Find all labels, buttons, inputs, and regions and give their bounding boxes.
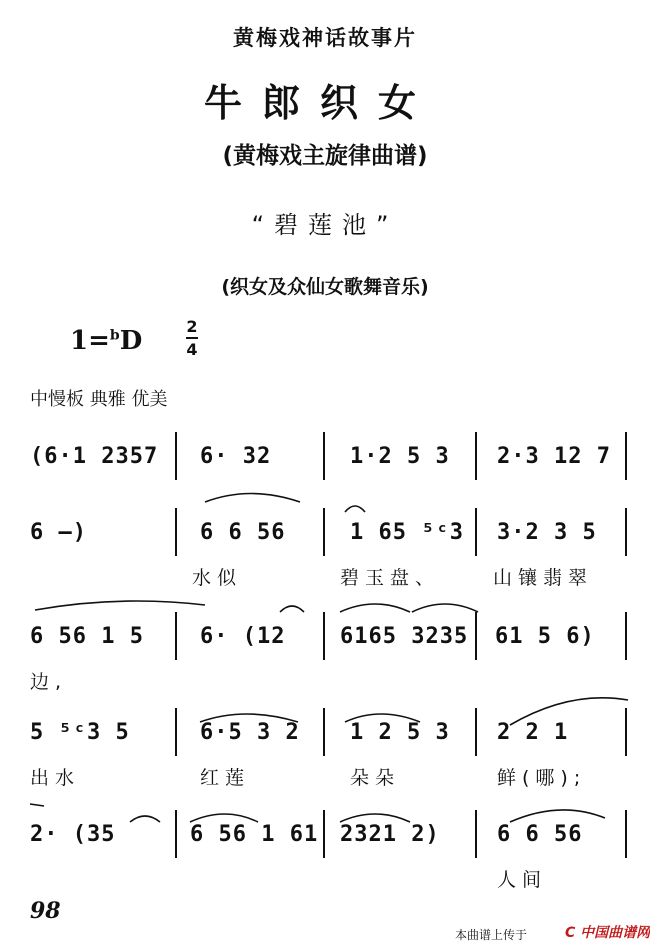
measure: 6 6 56 <box>200 520 286 545</box>
measure: 6 56 1 5 <box>30 624 144 649</box>
measure: 61 5 6) <box>495 624 595 649</box>
measure: 2 2 1 <box>497 720 569 745</box>
measure: 6· 32 <box>200 444 272 469</box>
lyric: 鲜(哪); <box>497 767 587 789</box>
upload-credit: 本曲谱上传于 <box>455 928 528 942</box>
measure: 2321 2) <box>340 822 440 847</box>
measure: 2·3 12 7 <box>497 444 611 469</box>
flat-sign: b <box>109 327 120 344</box>
logo-icon: C <box>565 925 576 941</box>
time-bottom: 4 <box>186 340 198 359</box>
key-prefix: 1= <box>70 326 110 356</box>
lyric: 人间 <box>497 869 548 891</box>
measure: 1·2 5 3 <box>350 444 450 469</box>
lyric: 出水 <box>30 767 81 789</box>
score-row-4 <box>25 708 635 803</box>
page-title: 牛郎织女 <box>203 81 437 125</box>
score-row-3 <box>25 612 635 707</box>
measure: 3·2 3 5 <box>497 520 597 545</box>
lyric: 山镶翡翠 <box>493 567 594 589</box>
lyric: 边, <box>30 671 68 693</box>
time-signature <box>186 318 198 358</box>
lyric: 水似 <box>192 567 243 589</box>
lyric: 碧玉盘、 <box>340 567 441 589</box>
measure: 6·5 3 2 <box>200 720 300 745</box>
score-row-5 <box>25 810 635 905</box>
measure: 5 ⁵ᶜ3 5 <box>30 720 130 745</box>
page-subtitle: (黄梅戏主旋律曲谱) <box>222 143 428 169</box>
measure: 1 2 5 3 <box>350 720 450 745</box>
film-series-title: 黄梅戏神话故事片 <box>233 26 417 50</box>
key-signature <box>70 326 142 356</box>
key-letter: D <box>119 326 143 356</box>
time-top: 2 <box>186 317 198 336</box>
piece-note: (织女及众仙女歌舞音乐) <box>221 276 429 298</box>
measure: 6165 3235 <box>340 624 469 649</box>
lyric: 红莲 <box>200 767 251 789</box>
measure: 2· (35 <box>30 822 116 847</box>
measure: 1 65 ⁵ᶜ3 <box>350 520 464 545</box>
tempo-marking: 中慢板 典雅 优美 <box>30 389 168 410</box>
page-number: 98 <box>30 898 61 924</box>
lyric: 朵朵 <box>350 767 401 789</box>
measure: 6 6 56 <box>497 822 583 847</box>
score-row-2 <box>25 508 635 603</box>
measure: 6· (12 <box>200 624 286 649</box>
site-logo <box>565 922 650 942</box>
measure: (6·1 2357 <box>30 444 159 469</box>
piece-title: “碧莲池” <box>251 211 399 239</box>
logo-text: 中国曲谱网 <box>580 925 650 941</box>
measure: 6 —) <box>30 520 87 545</box>
measure: 6 56 1 61 <box>190 822 319 847</box>
